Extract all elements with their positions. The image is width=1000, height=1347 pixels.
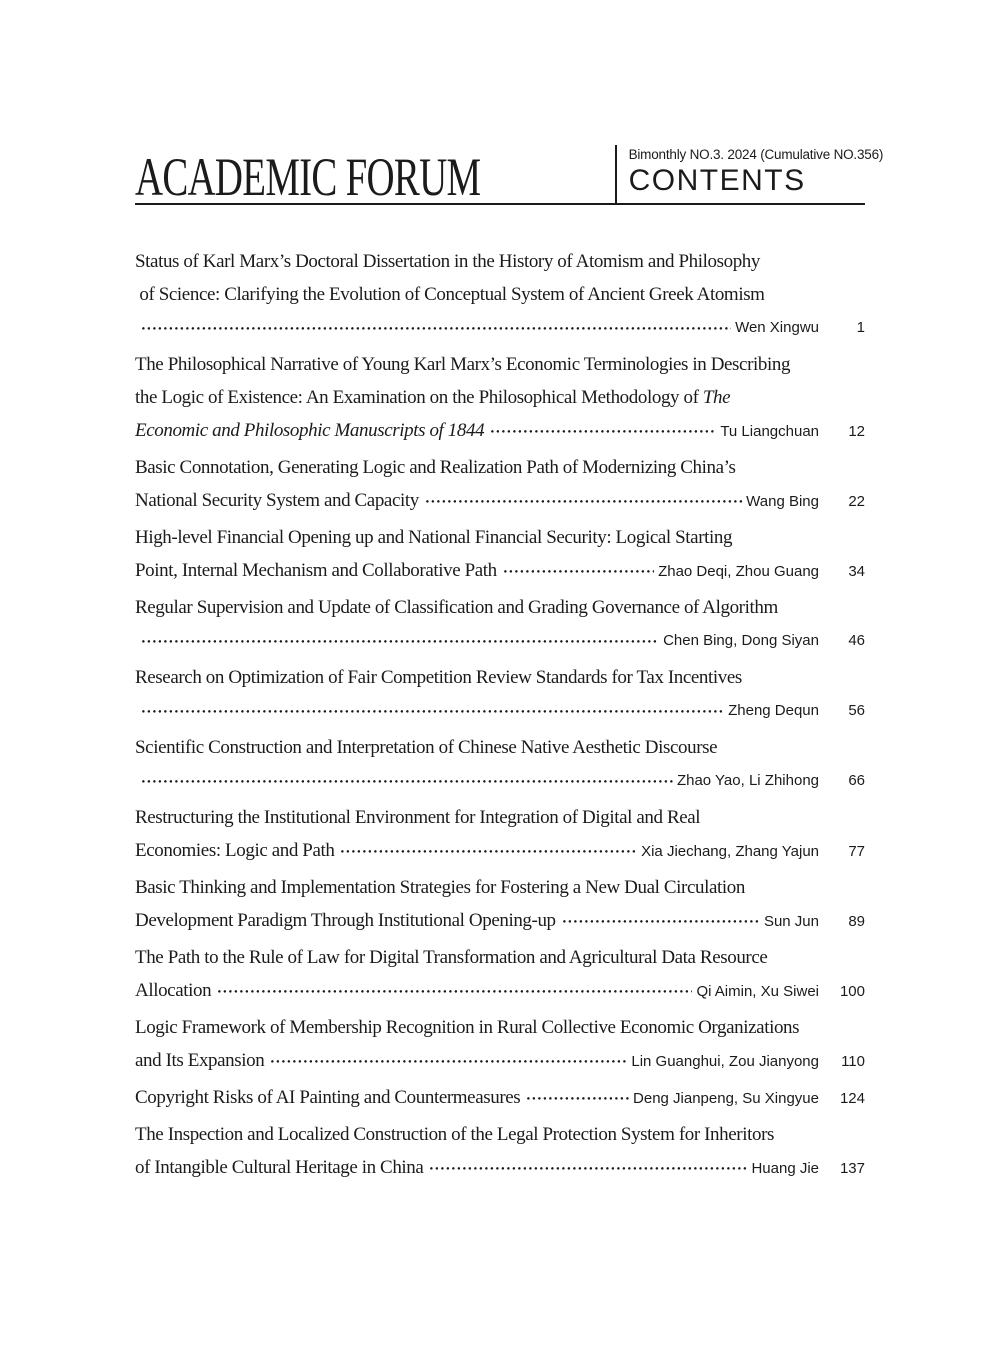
toc-entry [135, 1118, 865, 1184]
article-title-text: High-level Financial Opening up and National Financial Security: Logical Starting [135, 527, 733, 548]
article-authors: Wang Bing [746, 493, 819, 510]
issue-info: Bimonthly NO.3. 2024 (Cumulative NO.356) [628, 147, 884, 162]
dot-leader [563, 904, 760, 937]
toc-entry [135, 941, 865, 1007]
toc-entry [135, 591, 865, 657]
toc-line [135, 451, 865, 484]
article-page-number: 1 [856, 319, 865, 336]
toc-line [135, 731, 865, 764]
dot-leader [504, 554, 654, 587]
toc-list [135, 245, 865, 1184]
dot-leader [142, 694, 724, 727]
dot-leader [142, 311, 731, 344]
article-title-text: of Science: Clarifying the Evolution of Conceptual System of Ancient Greek Atomism [135, 284, 765, 305]
contents-heading: CONTENTS [628, 164, 806, 197]
toc-line [135, 661, 865, 694]
dot-leader [142, 624, 659, 657]
article-title-text: National Security System and Capacity [135, 490, 419, 511]
toc-entry [135, 521, 865, 587]
article-title-text: Development Paradigm Through Institutional Opening-up [135, 910, 556, 931]
toc-line [135, 1081, 865, 1114]
article-authors: Chen Bing, Dong Siyan [663, 632, 819, 649]
article-page-number: 110 [841, 1053, 865, 1070]
article-title-text: Restructuring the Institutional Environment for Integration of Digital and Real [135, 807, 701, 828]
article-authors: Deng Jianpeng, Su Xingyue [633, 1090, 819, 1107]
dot-leader [426, 484, 742, 517]
masthead [135, 145, 884, 207]
article-title-text: The Philosophical Narrative of Young Karl Marx’s Economic Terminologies in Describing [135, 354, 791, 375]
toc-line [135, 974, 865, 1007]
toc-line [135, 694, 865, 727]
toc-line [135, 764, 865, 797]
article-title-text: Copyright Risks of AI Painting and Countermeasures [135, 1087, 521, 1108]
article-authors: Tu Liangchuan [720, 423, 819, 440]
toc-line [135, 521, 865, 554]
toc-line [135, 278, 865, 311]
toc-line [135, 591, 865, 624]
journal-title: ACADEMIC FORUM [135, 147, 481, 207]
masthead-right [615, 145, 884, 203]
article-title-text: Economies: Logic and Path [135, 840, 335, 861]
article-title-text: the Logic of Existence: An Examination on the Philosophical Methodology of The [135, 387, 731, 408]
article-title-text: Scientific Construction and Interpretation of Chinese Native Aesthetic Discourse [135, 737, 718, 758]
toc-line [135, 1118, 865, 1151]
toc-line [135, 904, 865, 937]
article-title-text: of Intangible Cultural Heritage in China [135, 1157, 424, 1178]
article-authors: Qi Aimin, Xu Siwei [696, 983, 819, 1000]
toc-entry [135, 451, 865, 517]
article-page-number: 56 [848, 702, 865, 719]
toc-line [135, 624, 865, 657]
toc-line [135, 484, 865, 517]
article-page-number: 89 [848, 913, 865, 930]
toc-entry [135, 871, 865, 937]
toc-line [135, 381, 865, 414]
toc-line [135, 348, 865, 381]
toc-entry [135, 731, 865, 797]
article-title-text: Economic and Philosophic Manuscripts of 1844 [135, 420, 485, 441]
article-page-number: 12 [848, 423, 865, 440]
article-title-text: Basic Connotation, Generating Logic and Realization Path of Modernizing China’s [135, 457, 736, 478]
dot-leader [491, 414, 716, 447]
toc-entry [135, 1081, 865, 1114]
toc-entry [135, 801, 865, 867]
article-title-text: The Inspection and Localized Construction of the Legal Protection System for Inheritors [135, 1124, 774, 1145]
article-title-text: Allocation [135, 980, 212, 1001]
article-authors: Sun Jun [763, 913, 819, 930]
toc-line [135, 1044, 865, 1077]
toc-line [135, 834, 865, 867]
article-page-number: 124 [839, 1090, 865, 1107]
article-page-number: 100 [839, 983, 865, 1000]
article-authors: Lin Guanghui, Zou Jianyong [631, 1053, 819, 1070]
dot-leader [527, 1081, 629, 1114]
toc-line [135, 871, 865, 904]
toc-line [135, 245, 865, 278]
article-page-number: 137 [839, 1160, 865, 1177]
article-authors: Zhao Yao, Li Zhihong [676, 772, 819, 789]
toc-line [135, 554, 865, 587]
article-page-number: 34 [848, 563, 865, 580]
dot-leader [341, 834, 637, 867]
article-title-text: Regular Supervision and Update of Classification and Grading Governance of Algorithm [135, 597, 778, 618]
article-authors: Zhao Deqi, Zhou Guang [658, 563, 819, 580]
toc-entry [135, 661, 865, 727]
toc-line [135, 1011, 865, 1044]
article-title-text: Research on Optimization of Fair Competition Review Standards for Tax Incentives [135, 667, 742, 688]
article-title-text: and Its Expansion [135, 1050, 265, 1071]
dot-leader [142, 764, 673, 797]
toc-line [135, 941, 865, 974]
toc-entry [135, 348, 865, 447]
toc-entry [135, 1011, 865, 1077]
article-title-text: Logic Framework of Membership Recognition in Rural Collective Economic Organizations [135, 1017, 800, 1038]
article-page-number: 46 [848, 632, 865, 649]
article-title-text: Basic Thinking and Implementation Strategies for Fostering a New Dual Circulation [135, 877, 745, 898]
article-page-number: 66 [848, 772, 865, 789]
article-page-number: 77 [848, 843, 865, 860]
article-authors: Huang Jie [751, 1160, 819, 1177]
article-authors: Zheng Dequn [728, 702, 819, 719]
article-authors: Wen Xingwu [735, 319, 819, 336]
toc-line [135, 311, 865, 344]
toc-line [135, 414, 865, 447]
article-authors: Xia Jiechang, Zhang Yajun [641, 843, 819, 860]
dot-leader [430, 1151, 747, 1184]
toc-line [135, 1151, 865, 1184]
article-title-text: Status of Karl Marx’s Doctoral Dissertation in the History of Atomism and Philosophy [135, 251, 761, 272]
article-page-number: 22 [848, 493, 865, 510]
toc-line [135, 801, 865, 834]
masthead-left [135, 145, 615, 207]
dot-leader [271, 1044, 627, 1077]
toc-entry [135, 245, 865, 344]
article-title-text: Point, Internal Mechanism and Collaborative Path [135, 560, 497, 581]
article-title-text: The Path to the Rule of Law for Digital Transformation and Agricultural Data Resource [135, 947, 768, 968]
dot-leader [218, 974, 692, 1007]
